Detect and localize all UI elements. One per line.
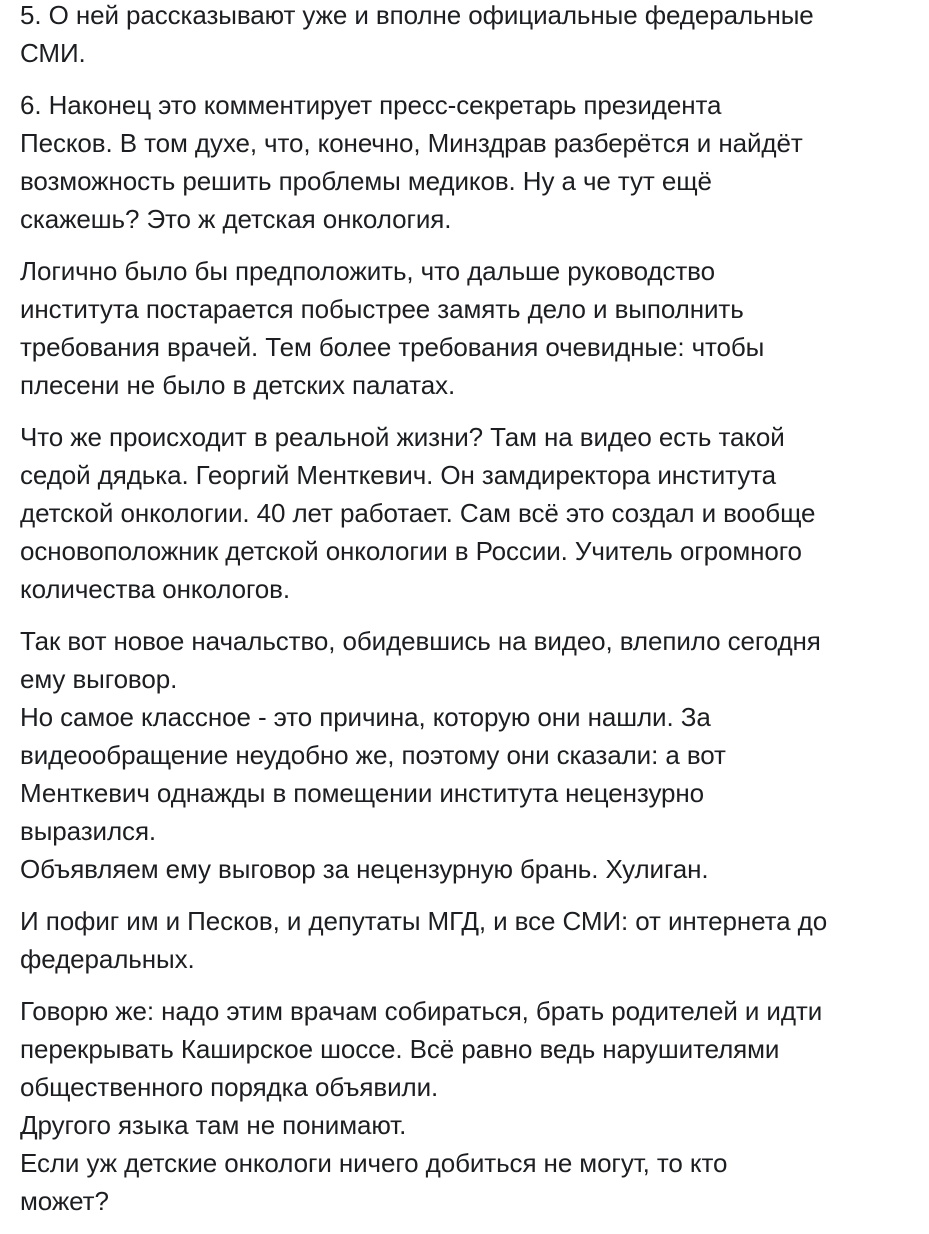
text-line: детской онкологии. 40 лет работает. Сам всё это создал и вообще (20, 498, 816, 528)
text-line: Если уж детские онкологи ничего добиться не могут, то кто (20, 1148, 728, 1178)
paragraph-conclusion (20, 992, 916, 1220)
text-line: ему выговор. (20, 664, 178, 694)
text-line: плесени не было в детских палатах. (20, 370, 456, 400)
text-line: седой дядька. Георгий Менткевич. Он замдиректора института (20, 460, 777, 490)
text-line: Менткевич однажды в помещении института нецензурно (20, 778, 705, 808)
text-line: Но самое классное - это причина, которую они нашли. За (20, 702, 711, 732)
paragraph-logical-expectation (20, 252, 916, 404)
paragraph-real-life (20, 418, 916, 608)
post-body (20, 0, 916, 1234)
text-line: 6. Наконец это комментирует пресс-секретарь президента (20, 90, 722, 120)
text-line: общественного порядка объявили. (20, 1072, 439, 1102)
text-line: Другого языка там не понимают. (20, 1110, 407, 1140)
text-line: СМИ. (20, 38, 86, 68)
text-line: перекрывать Каширское шоссе. Всё равно ведь нарушителями (20, 1034, 780, 1064)
text-line: видеообращение неудобно же, поэтому они сказали: а вот (20, 740, 726, 770)
text-line: Что же происходит в реальной жизни? Там на видео есть такой (20, 422, 785, 452)
text-line: выразился. (20, 816, 157, 846)
text-line: Песков. В том духе, что, конечно, Минздрав разберётся и найдёт (20, 128, 803, 158)
paragraph-dont-care (20, 902, 916, 978)
paragraph-6-peskov (20, 86, 916, 238)
paragraph-reprimand (20, 622, 916, 888)
text-line: скажешь? Это ж детская онкология. (20, 204, 452, 234)
text-line: Объявляем ему выговор за нецензурную брань. Хулиган. (20, 854, 709, 884)
text-line: Говорю же: надо этим врачам собираться, брать родителей и идти (20, 996, 823, 1026)
text-line: возможность решить проблемы медиков. Ну а че тут ещё (20, 166, 712, 196)
text-line: требования врачей. Тем более требования очевидные: чтобы (20, 332, 765, 362)
text-line: количества онкологов. (20, 574, 290, 604)
text-line: И пофиг им и Песков, и депутаты МГД, и все СМИ: от интернета до (20, 906, 828, 936)
paragraph-5-official-media (20, 0, 916, 72)
text-line: может? (20, 1186, 109, 1216)
text-line: института постарается побыстрее замять дело и выполнить (20, 294, 744, 324)
text-line: основоположник детской онкологии в России. Учитель огромного (20, 536, 802, 566)
text-line: Логично было бы предположить, что дальше руководство (20, 256, 715, 286)
text-line: Так вот новое начальство, обидевшись на видео, влепило сегодня (20, 626, 821, 656)
text-line: федеральных. (20, 944, 195, 974)
text-line: 5. О ней рассказывают уже и вполне официальные федеральные (20, 0, 814, 30)
